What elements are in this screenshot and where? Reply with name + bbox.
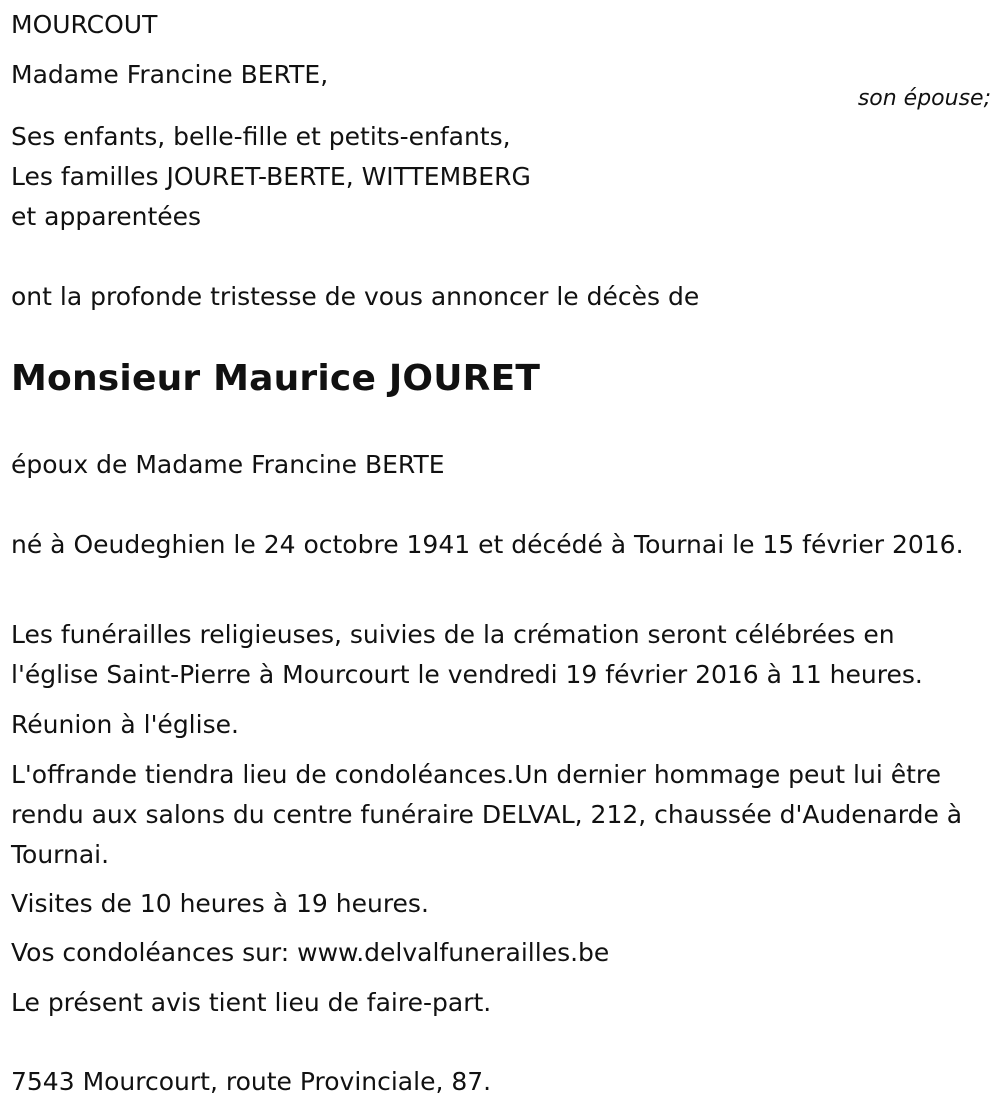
family-line-2: Les familles JOURET-BERTE, WITTEMBERG (11, 162, 531, 191)
notice-note-text: Le présent avis tient lieu de faire-part. (11, 988, 492, 1017)
village-name: MOURCOUT (11, 10, 158, 39)
family-line-3: et apparentées (11, 202, 202, 231)
spouse-role: son épouse; (857, 86, 991, 111)
visits-text: Visites de 10 heures à 19 heures. (11, 889, 429, 918)
relation-text: époux de Madame Francine BERTE (11, 450, 445, 479)
deceased-name: Monsieur Maurice JOURET (11, 358, 541, 399)
announcement-text: ont la profonde tristesse de vous annoncer le décès de (11, 282, 700, 311)
condolences-text: Vos condoléances sur: www.delvalfunerailles.be (11, 938, 610, 967)
funeral-text: Les funérailles religieuses, suivies de la crémation seront célébrées en l'église Saint-Pierre à Mourcourt le vendredi 19 février 2016 à 11 heures. (11, 620, 923, 689)
spouse-name: Madame Francine BERTE, (11, 60, 329, 89)
meeting-text: Réunion à l'église. (11, 710, 239, 739)
family-line-1: Ses enfants, belle-fille et petits-enfants, (11, 122, 511, 151)
birth-death-text: né à Oeudeghien le 24 octobre 1941 et décédé à Tournai le 15 février 2016. (11, 530, 964, 559)
offering-text: L'offrande tiendra lieu de condoléances.Un dernier hommage peut lui être rendu aux salons du centre funéraire DELVAL, 212, chaussée d'Audenarde à Tournai. (11, 760, 963, 869)
address-text: 7543 Mourcourt, route Provinciale, 87. (11, 1067, 492, 1096)
